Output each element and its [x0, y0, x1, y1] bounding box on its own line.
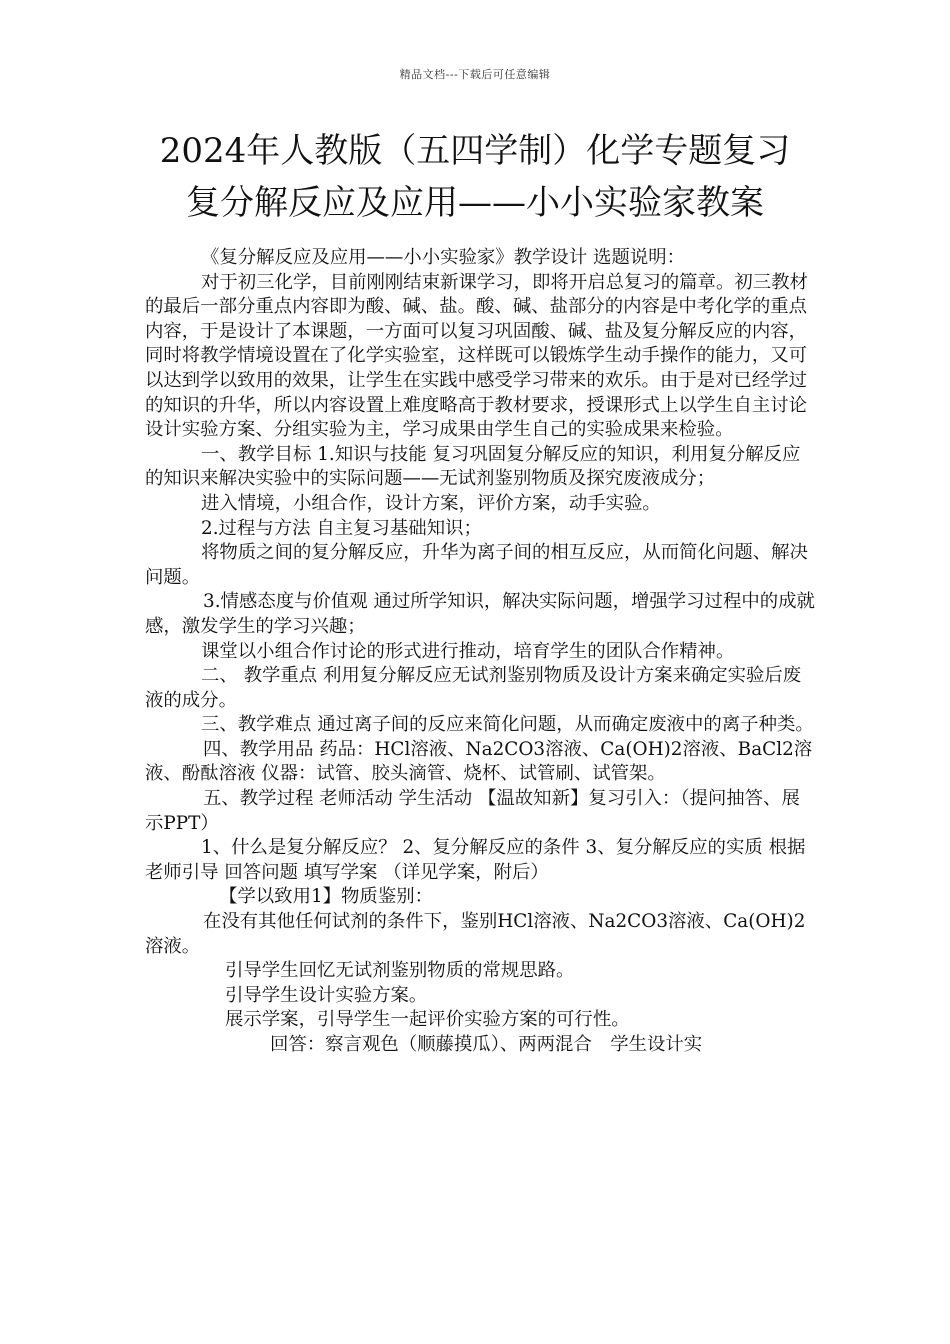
paragraph-objectives: 一、教学目标 1.知识与技能 复习巩固复分解反应的知识，利用复分解反应的知识来解决实验中的实际问题——无试剂鉴别物质及探究废液成分； — [145, 443, 801, 490]
document-title — [60, 125, 890, 229]
paragraph-process-method: 2.过程与方法 自主复习基础知识； — [201, 517, 482, 539]
paragraph-materials: 四、教学用品 药品：HCl溶液、Na2CO3溶液、Ca(OH)2溶液、BaCl2溶液、酚酞溶液 仪器：试管、胶头滴管、烧杯、试管刷、试管架。 — [145, 738, 813, 785]
header-note: 精品文档---下载后可任意编辑 — [399, 68, 551, 81]
paragraph-application-heading: 【学以致用1】物质鉴别： — [219, 886, 433, 908]
title-line-2: 复分解反应及应用——小小实验家教案 — [186, 183, 764, 223]
paragraph-show-plan: 展示学案，引导学生一起评价实验方案的可行性。 — [225, 1009, 630, 1031]
paragraph-guide-design: 引导学生设计实验方案。 — [225, 984, 428, 1006]
paragraph-ion-reactions: 将物质之间的复分解反应，升华为离子间的相互反应，从而简化问题、解决问题。 — [145, 542, 808, 588]
paragraph-attitudes: 3.情感态度与价值观 通过所学知识，解决实际问题，增强学习过程中的成就感，激发学生的学习兴趣； — [145, 591, 815, 637]
paragraph-guide-recall: 引导学生回忆无试剂鉴别物质的常规思路。 — [225, 960, 575, 982]
paragraph-identification-task: 在没有其他任何试剂的条件下，鉴别HCl溶液、Na2CO3溶液、Ca(OH)2溶液。 — [145, 911, 806, 957]
document-body — [145, 246, 815, 1058]
paragraph-objectives-activities: 进入情境，小组合作，设计方案，评价方案，动手实验。 — [201, 492, 661, 514]
paragraph-process: 五、教学过程 老师活动 学生活动 【温故知新】复习引入：（提问抽答、展示PPT） — [145, 788, 800, 834]
paragraph-key-points: 二、 教学重点 利用复分解反应无试剂鉴别物质及设计方案来确定实验后废液的成分。 — [145, 665, 802, 711]
paragraph-teamwork: 课堂以小组合作讨论的形式进行推动，培育学生的团队合作精神。 — [201, 640, 735, 662]
paragraph-review-questions: 1、什么是复分解反应？ 2、复分解反应的条件 3、复分解反应的实质 根据老师引导 回答问题 填写学案 （详见学案，附后） — [145, 837, 806, 883]
paragraph-intro: 《复分解反应及应用——小小实验家》教学设计 选题说明： — [201, 247, 686, 268]
paragraph-difficulties: 三、教学难点 通过离子间的反应来简化问题，从而确定废液中的离子种类。 — [201, 714, 814, 736]
paragraph-answer: 回答：察言观色（顺藤摸瓜）、两两混合 学生设计实 — [270, 1034, 703, 1055]
title-line-1: 2024年人教版（五四学制）化学专题复习 — [159, 131, 791, 171]
paragraph-topic-explanation: 对于初三化学，目前刚刚结束新课学习，即将开启总复习的篇章。初三教材的最后一部分重点内容即为酸、碱、盐。酸、碱、盐部分的内容是中考化学的重点内容，于是设计了本课题，一方面可以复习巩固酸、碱、盐及复分解反应的内容，同时将教学情境设置在了化学实验室，这样既可以锻炼学生动手操作的能力，又可以达到学以致用的效果，让学生在实践中感受学习带来的欢乐。由于是对已经学过的知识的升华，所以内容设置上难度略高于教材要求，授课形式上以学生自主讨论设计实验方案、分组实验为主，学习成果由学生自己的实验成果来检验。 — [145, 271, 808, 441]
